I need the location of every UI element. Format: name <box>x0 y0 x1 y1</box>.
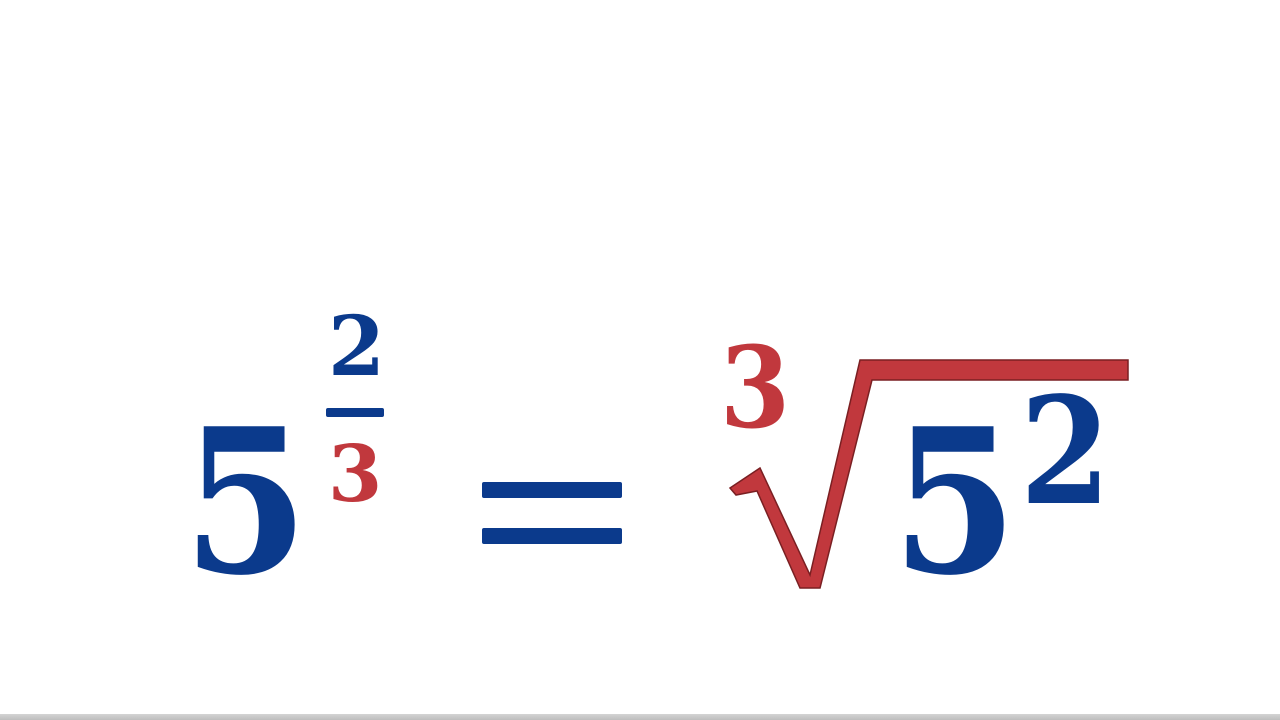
radicand-exponent: 2 <box>1020 364 1111 538</box>
exponent-numerator: 2 <box>328 299 386 395</box>
fraction-bar <box>326 408 384 417</box>
exponent-denominator: 3 <box>328 429 383 520</box>
left-base: 5 <box>183 385 309 620</box>
equals-top-bar <box>482 482 622 498</box>
root-index: 3 <box>720 323 791 454</box>
radicand-base: 5 <box>892 385 1018 620</box>
bottom-divider <box>0 714 1280 720</box>
equals-bottom-bar <box>482 528 622 544</box>
